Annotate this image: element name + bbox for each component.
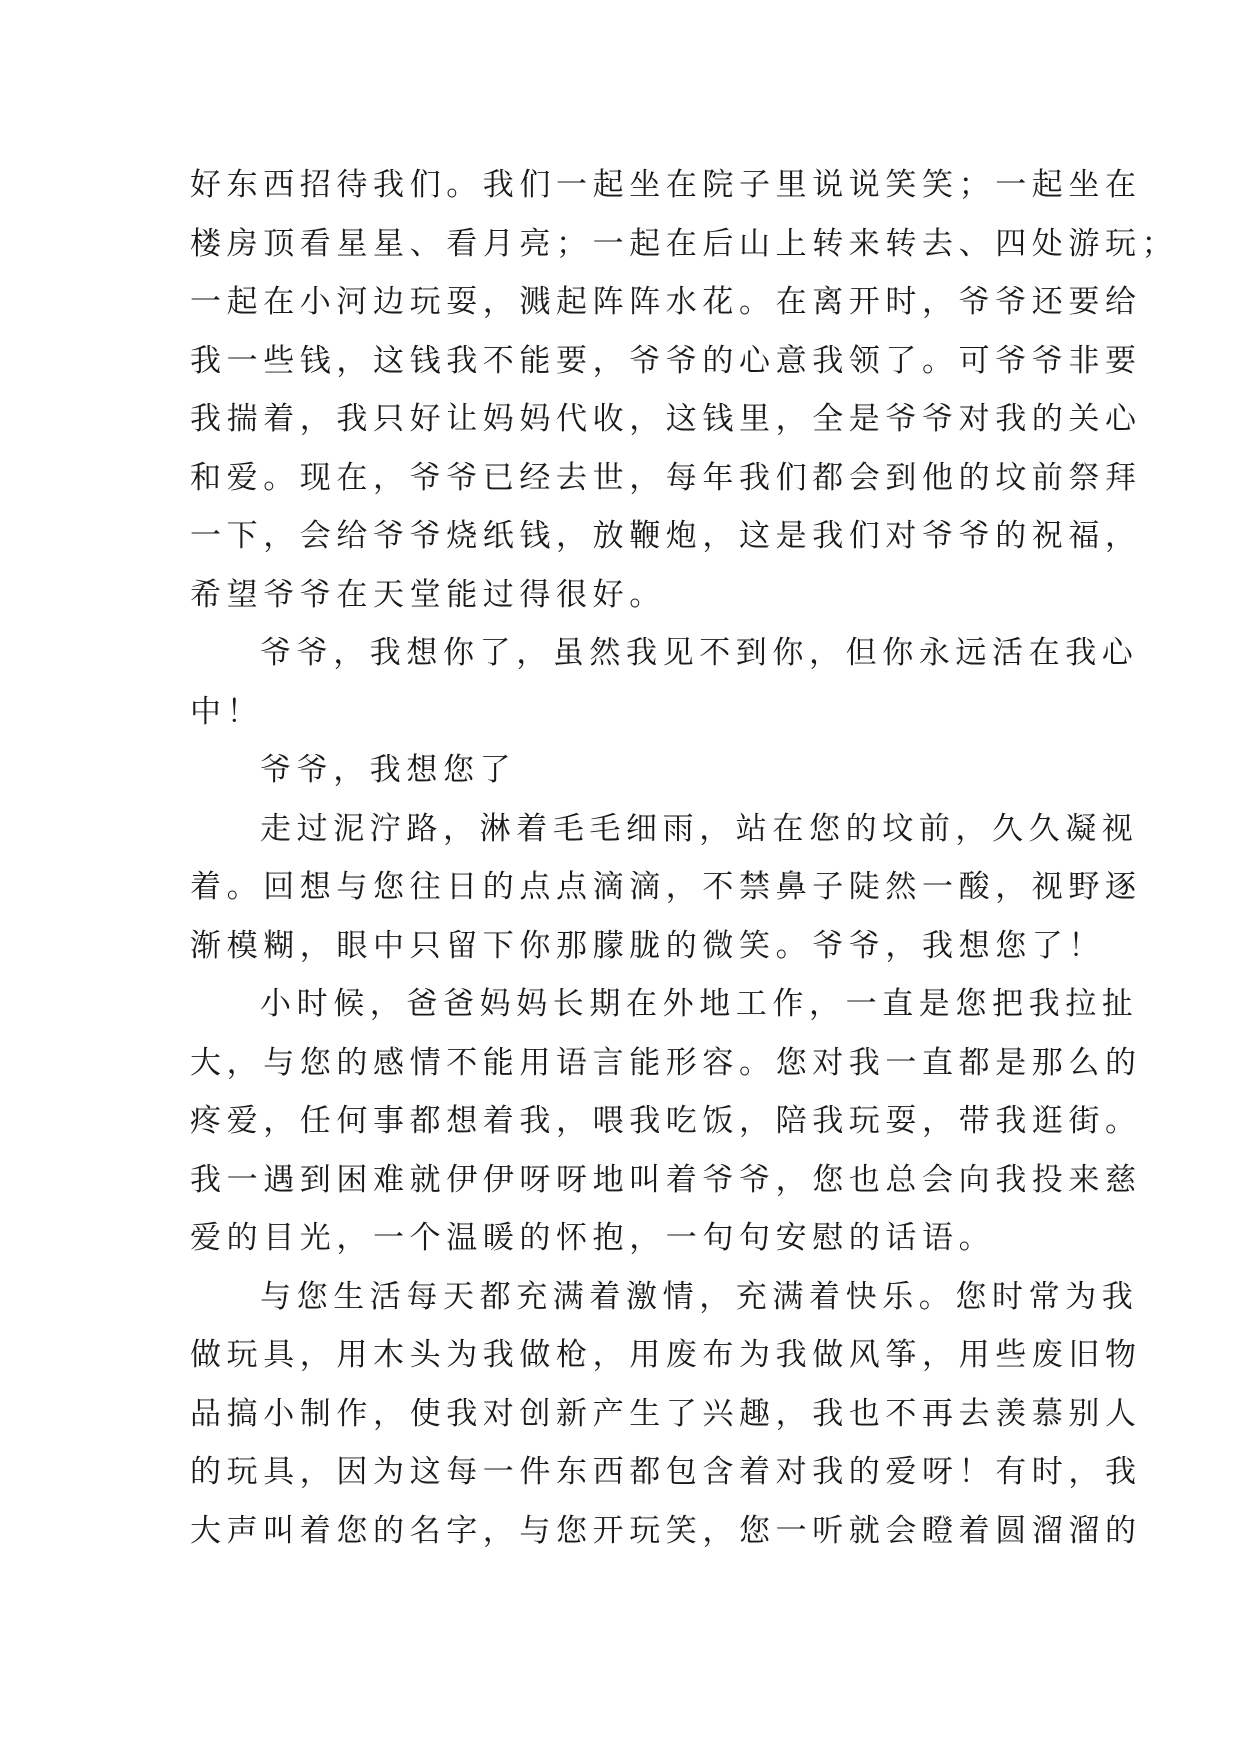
- paragraph-start-line: 与您生活每天都充满着激情，充满着快乐。您时常为我: [260, 1278, 1139, 1315]
- paragraph-start-line: 小时候，爸爸妈妈长期在外地工作，一直是您把我拉扯: [260, 986, 1139, 1022]
- text-line: 做玩具，用木头为我做枪，用废布为我做风筝，用些废旧物: [190, 1337, 1142, 1373]
- text-line: 我一遇到困难就伊伊呀呀地叫着爷爷，您也总会向我投来慈: [190, 1161, 1142, 1198]
- text-line: 我一些钱，这钱我不能要，爷爷的心意我领了。可爷爷非要: [190, 342, 1142, 379]
- text-line: 渐模糊，眼中只留下你那朦胧的微笑。爷爷，我想您了！: [190, 927, 1105, 964]
- text-line: 的玩具，因为这每一件东西都包含着对我的爱呀！有时，我: [190, 1454, 1142, 1490]
- text-line: 爱的目光，一个温暖的怀抱，一句句安慰的话语。: [190, 1220, 996, 1256]
- text-line: 疼爱，任何事都想着我，喂我吃饭，陪我玩耍，带我逛街。: [190, 1103, 1142, 1139]
- document-body: [190, 156, 1179, 1560]
- text-line: 希望爷爷在天堂能过得很好。: [190, 576, 666, 613]
- text-line: 大，与您的感情不能用语言能形容。您对我一直都是那么的: [190, 1044, 1142, 1081]
- text-line: 中！: [190, 693, 264, 730]
- text-line: 好东西招待我们。我们一起坐在院子里说说笑笑；一起坐在: [190, 167, 1142, 203]
- text-line: 一下，会给爷爷烧纸钱，放鞭炮，这是我们对爷爷的祝福，: [190, 518, 1142, 554]
- text-line: 一起在小河边玩耍，溅起阵阵水花。在离开时，爷爷还要给: [190, 284, 1142, 320]
- text-line: 品搞小制作，使我对创新产生了兴趣，我也不再去羡慕别人: [190, 1395, 1142, 1432]
- text-line: 大声叫着您的名字，与您开玩笑，您一听就会瞪着圆溜溜的: [190, 1512, 1142, 1549]
- section-title: 爷爷，我想您了: [260, 752, 517, 788]
- text-line: 和爱。现在，爷爷已经去世，每年我们都会到他的坟前祭拜: [190, 459, 1142, 496]
- text-line: 楼房顶看星星、看月亮；一起在后山上转来转去、四处游玩；: [190, 225, 1179, 262]
- paragraph-start-line: 走过泥泞路，淋着毛毛细雨，站在您的坟前，久久凝视: [260, 810, 1139, 847]
- text-line: 我揣着，我只好让妈妈代收，这钱里，全是爷爷对我的关心: [190, 401, 1142, 437]
- paragraph-start-line: 爷爷，我想你了，虽然我见不到你，但你永远活在我心: [260, 635, 1139, 671]
- text-line: 着。回想与您往日的点点滴滴，不禁鼻子陡然一酸，视野逐: [190, 869, 1142, 905]
